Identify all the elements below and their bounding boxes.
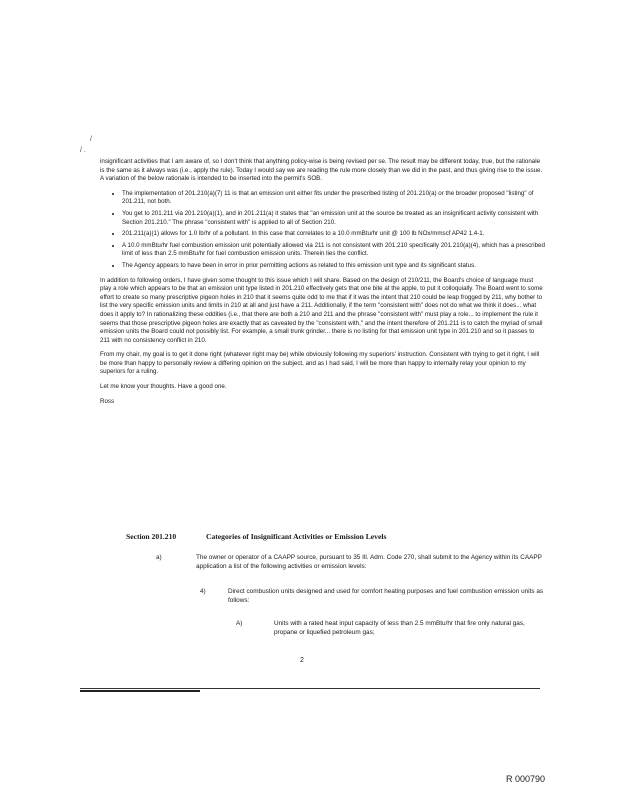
subsection-A-text: Units with a rated heat input capacity of less than 2.5 mmBtu/hr that fire only natural gas, propane or liquefied petroleum gas; (274, 620, 525, 636)
email-closing: Let me know your thoughts. Have a good one. (100, 383, 227, 391)
bullet-item: • The implementation of 201.210(a)(7) 11 is that an emission unit either fits under the prescribed listing of 201.210(a) or the broader proposed "listing" of 201.211, not both. (122, 190, 545, 207)
bullet-item: • The Agency appears to have been in error in prior permitting actions as related to this emission unit type and its significant status. (122, 262, 545, 271)
subsection-A-label: A) (236, 620, 243, 627)
scan-mark: / (90, 136, 92, 143)
horizontal-rule (80, 688, 540, 689)
subsection-4-label: 4) (200, 588, 206, 595)
subsection-4 (200, 587, 545, 605)
bullet-item: • 201.211(a)(1) allows for 1.0 lb/hr of a pollutant. In this case that correlates to a 10.0 mmBtu/hr unit @ 100 lb NOx/mmscf AP42 1.4-1. (122, 230, 545, 239)
rationale-bullet-list (100, 190, 545, 271)
email-intro-paragraph: insignificant activities that I am aware of, so I don't think that anything policy-wise is being revised per se. The result may be different today, true, but the rationale is the same as it always was (i.e., apply the rule). Today I would say we are reading the rule more closely than we did in the past, and thus giving rise to the issue. A variation of the below rationale is intended to be inserted into the permit's SOB. (100, 158, 543, 183)
subsection-a-text: The owner or operator of a CAAPP source, pursuant to 35 Ill. Adm. Code 270, shall submit to the Agency within its CAAPP application a list of the following activities or emission levels: (196, 554, 542, 570)
subsection-a-label: a) (156, 554, 162, 561)
section-number: Section 201.210 (126, 532, 177, 541)
subsection-4-text: Direct combustion units designed and used for comfort heating purposes and fuel combustion emission units as follows: (228, 588, 544, 604)
email-addition-paragraph: In addition to following orders, I have given some thought to this issue which I will share. Based on the design of 210/211, the Board's choice of language must play a role which appears to be that an emission unit type listed in 201.210 effectively gets that one bite at the apple, to put it colloquially. The Board went to some effort to create so many prescriptive pigeon holes in 210 that it seems quite odd to me that if it was the intent that 210 could be leap frogged by 211, why bother to list the very specific emission units and limits in 210 at all and just have a 211. Additionally, if the term "consistent with" does not do what we think it does... what does it apply to? In rationalizing these oddities (i.e., that there are both a 210 and 211 and the phrase "consistent with" must play a role... to implement the rule it seems that those prescriptive pigeon holes are exactly that as caveated by the "consistent with," and the intent therefore of 201.211 is to catch the myriad of small emission units the Board could not possibly list. For example, a small trunk grinder... there is no listing for that emission unit type in 201.210 and so it passes to 211 with no consistency conflict in 210. (100, 276, 543, 344)
email-body (100, 158, 545, 412)
page-number: 2 (300, 657, 304, 664)
regulation-excerpt (100, 532, 545, 637)
scan-mark: / . (80, 147, 86, 154)
subsection-a (156, 553, 545, 571)
bullet-item: • A 10.0 mmBtu/hr fuel combustion emission unit potentially allowed via 211 is not consistent with 201.210 specifically 201.210(a)(4), which has a prescribed limit of less than 2.5 mmBtu/hr for fuel combustion emission units. Therein lies the conflict. (122, 242, 545, 259)
section-heading (100, 532, 545, 541)
bullet-item: • You get to 201.211 via 201.210(a)(1), and in 201.211(a) it states that "an emission unit at the source be treated as an insignificant activity consistent with Section 201.210." The phrase "consistent with" is applied to all of Section 210. (122, 210, 545, 227)
email-signature: Ross (100, 397, 115, 405)
horizontal-rule-thick (80, 690, 200, 692)
bates-number: R 000790 (506, 774, 546, 784)
email-chain-paragraph: From my chair, my goal is to get it done right (whatever right may be) while obviously following my superiors' instruction. Consistent with trying to get it right, I will be more than happy to personally review a differing opinion on the subject, and as I had said, I will be more than happy to internally relay your opinion to my superiors for a ruling. (100, 351, 540, 376)
section-title: Categories of Insignificant Activities or Emission Levels (206, 532, 387, 541)
subsection-A (236, 619, 545, 637)
